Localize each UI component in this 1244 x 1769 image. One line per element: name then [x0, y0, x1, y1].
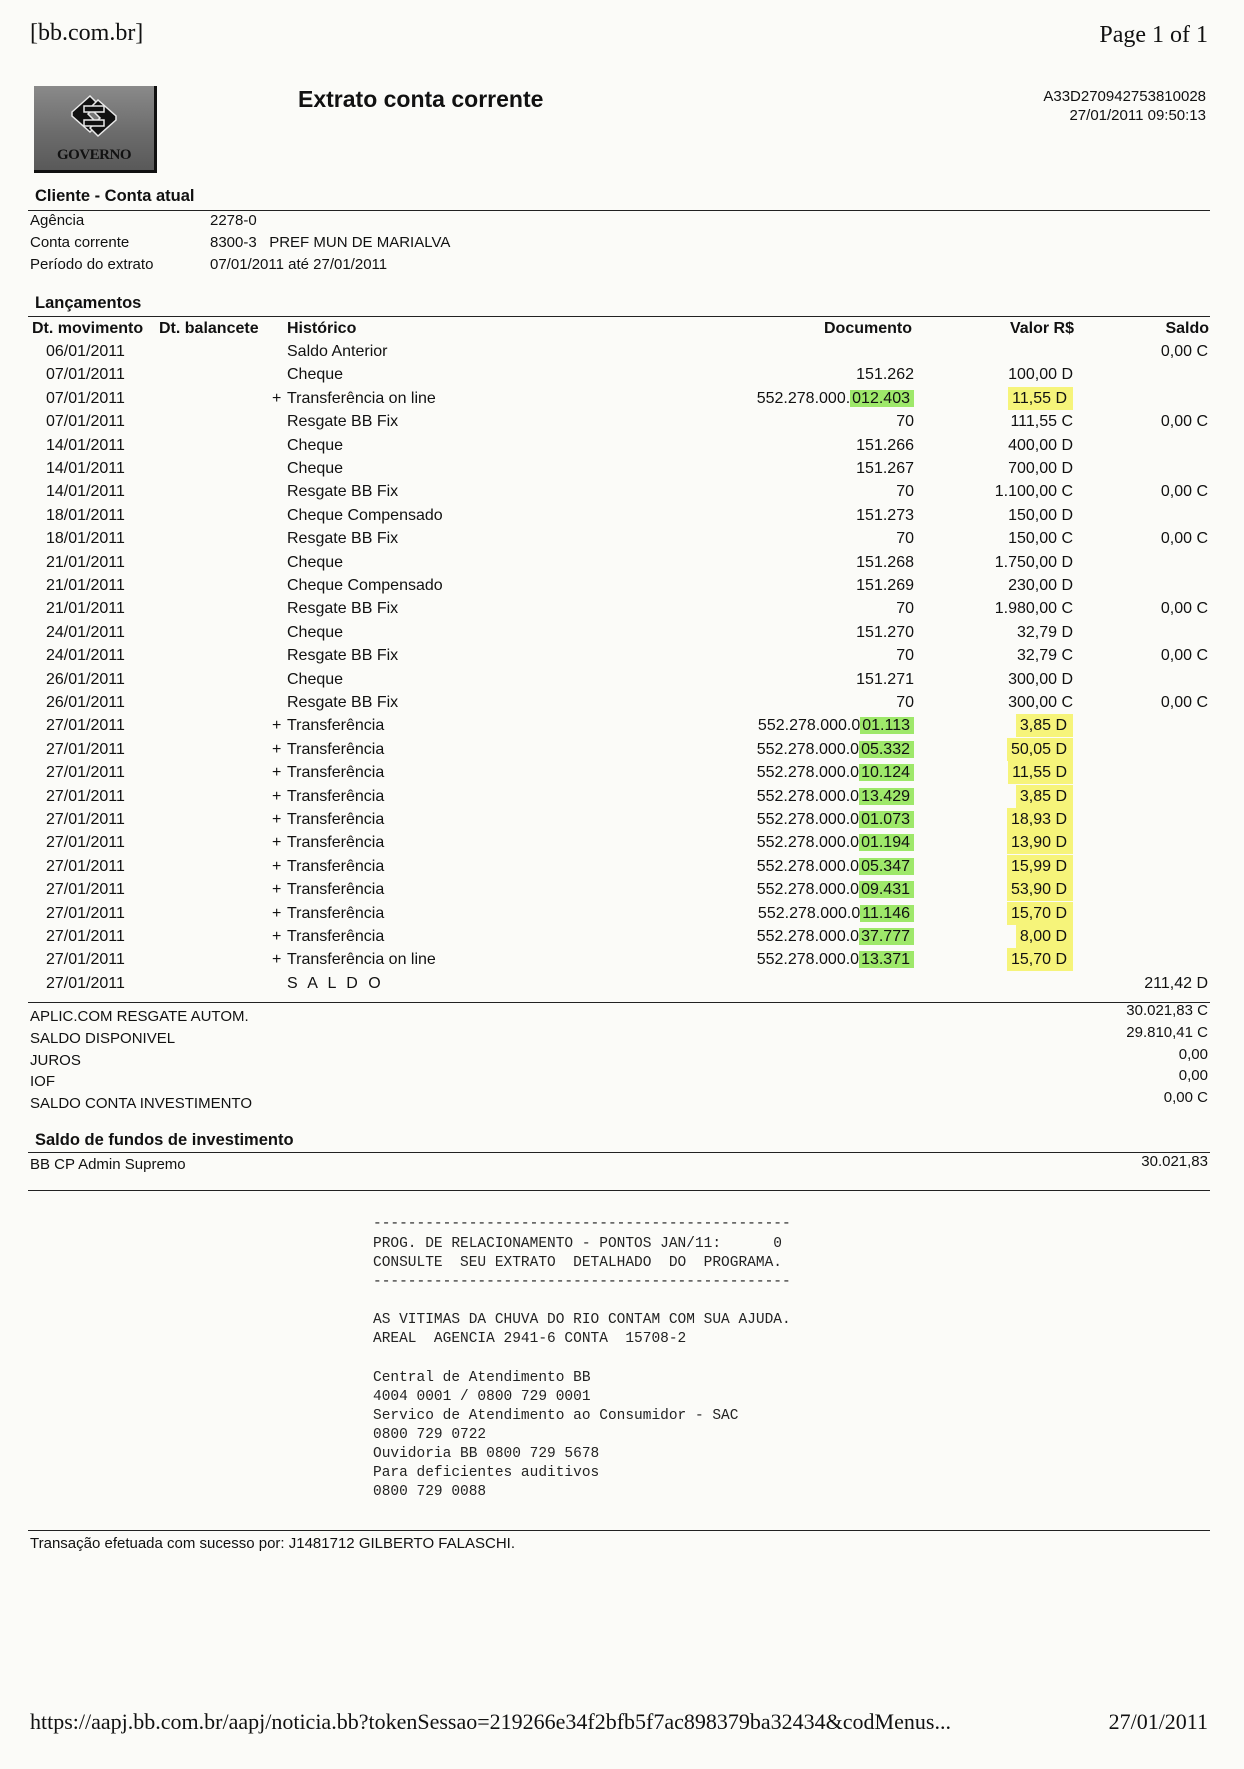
- row-documento-prefix: 70: [896, 694, 914, 711]
- row-date: 07/01/2011: [46, 413, 125, 431]
- row-sign: +: [272, 881, 282, 899]
- row-valor: 15,70 D: [1007, 902, 1073, 925]
- row-documento: [896, 527, 914, 550]
- row-documento-prefix: 151.270: [856, 623, 914, 641]
- row-documento: [758, 714, 914, 737]
- cliente-rule: [28, 210, 1210, 211]
- fundos-rule: [28, 1152, 1210, 1153]
- central-line: Para deficientes auditivos: [373, 1465, 600, 1481]
- fundo-name: BB CP Admin Supremo: [30, 1156, 186, 1173]
- row-date: 14/01/2011: [46, 460, 125, 477]
- periodo-label: Período do extrato: [30, 256, 154, 273]
- row-valor: 32,79 D: [1016, 623, 1073, 641]
- prog-line-1: PROG. DE RELACIONAMENTO - PONTOS JAN/11: 0: [373, 1236, 782, 1252]
- row-date: 07/01/2011: [46, 366, 125, 384]
- row-documento: [896, 410, 914, 433]
- notice-dash-bottom: ------------------------------------------------: [373, 1274, 791, 1290]
- row-date: 06/01/2011: [46, 343, 125, 360]
- row-valor: 100,00 D: [1008, 366, 1073, 384]
- row-documento: [757, 878, 914, 901]
- row-saldo: 0,00 C: [1160, 694, 1208, 711]
- row-historico: S A L D O: [287, 974, 384, 992]
- summary-label: IOF: [30, 1073, 55, 1091]
- conta-label: Conta corrente: [30, 234, 130, 251]
- row-documento-highlight: 01.113: [860, 717, 914, 734]
- row-date: 26/01/2011: [46, 670, 125, 688]
- row-historico: Cheque: [287, 670, 344, 688]
- row-valor: 1.750,00 D: [994, 553, 1073, 571]
- table-row: [0, 457, 1244, 480]
- row-date: 27/01/2011: [46, 974, 125, 992]
- col-dt-balancete: Dt. balancete: [159, 320, 259, 337]
- table-row: [0, 340, 1244, 363]
- row-valor: 53,90 D: [1007, 878, 1073, 901]
- table-row: [0, 480, 1244, 503]
- row-historico: Cheque: [287, 623, 344, 641]
- row-documento: [856, 621, 914, 644]
- summary-rule: [28, 1002, 1210, 1003]
- table-row: [0, 363, 1244, 386]
- col-saldo: Saldo: [1165, 320, 1209, 337]
- row-documento: [757, 808, 914, 831]
- row-valor: 150,00 C: [1008, 530, 1073, 548]
- row-historico: Cheque: [287, 553, 344, 571]
- summary-label: JUROS: [30, 1051, 81, 1069]
- summary-value: 0,00 C: [1163, 1089, 1208, 1107]
- row-date: 27/01/2011: [46, 717, 125, 735]
- fundos-section-title: Saldo de fundos de investimento: [35, 1131, 294, 1149]
- row-historico: Resgate BB Fix: [287, 647, 399, 665]
- table-header: [0, 317, 1244, 340]
- summary-value: 0,00: [1178, 1045, 1208, 1063]
- row-date: 21/01/2011: [46, 600, 125, 618]
- table-row: [0, 551, 1244, 574]
- table-row: [0, 504, 1244, 527]
- row-documento-prefix: 552.278.000.0: [756, 857, 860, 875]
- table-row: [0, 761, 1244, 784]
- row-historico: Resgate BB Fix: [287, 530, 399, 548]
- row-documento-prefix: 70: [896, 413, 914, 431]
- table-row: [0, 410, 1244, 433]
- table-row: [0, 387, 1244, 410]
- row-historico: Cheque: [287, 436, 344, 454]
- row-historico: Cheque: [287, 366, 344, 384]
- row-valor: 50,05 D: [1007, 738, 1073, 761]
- row-historico: Transferência: [287, 811, 385, 828]
- row-valor: 11,55 D: [1008, 387, 1073, 410]
- col-documento: Documento: [824, 320, 912, 337]
- chuva-line-2: AREAL AGENCIA 2941-6 CONTA 15708-2: [373, 1331, 687, 1347]
- row-valor: 3,85 D: [1016, 785, 1073, 808]
- table-row: [0, 527, 1244, 550]
- row-documento-highlight: 13.429: [859, 788, 914, 805]
- row-historico: Transferência: [287, 787, 385, 805]
- central-line: 0800 729 0088: [373, 1484, 487, 1500]
- row-historico: Cheque Compensado: [287, 506, 443, 524]
- row-documento-prefix: 151.267: [856, 460, 914, 477]
- row-sign: +: [272, 764, 282, 782]
- row-historico: Transferência on line: [287, 389, 436, 407]
- row-sign: +: [272, 787, 282, 805]
- row-saldo: 211,42 D: [1144, 974, 1208, 992]
- row-historico: Resgate BB Fix: [287, 694, 399, 711]
- row-saldo: 0,00 C: [1160, 600, 1208, 618]
- row-date: 27/01/2011: [46, 904, 125, 922]
- table-row: [0, 925, 1244, 948]
- row-historico: Resgate BB Fix: [287, 413, 399, 431]
- row-historico: Transferência on line: [287, 951, 436, 969]
- row-documento: [856, 504, 914, 527]
- notice-dash-top: ------------------------------------------------: [373, 1216, 791, 1232]
- central-line: Ouvidoria BB 0800 729 5678: [373, 1446, 600, 1462]
- row-date: 18/01/2011: [46, 530, 125, 548]
- row-sign: +: [272, 389, 282, 407]
- row-saldo: 0,00 C: [1160, 530, 1208, 548]
- document-timestamp: 27/01/2011 09:50:13: [1069, 107, 1206, 124]
- table-row: [0, 691, 1244, 714]
- table-row: [0, 948, 1244, 971]
- row-documento-highlight: 05.332: [859, 741, 914, 758]
- row-documento-highlight: 10.124: [859, 764, 914, 781]
- row-documento: [856, 574, 914, 597]
- row-valor: 13,90 D: [1007, 831, 1073, 854]
- document-id: A33D270942753810028: [1043, 88, 1206, 105]
- summary-label: APLIC.COM RESGATE AUTOM.: [30, 1008, 249, 1025]
- row-date: 24/01/2011: [46, 647, 125, 665]
- row-documento-prefix: 151.262: [856, 366, 914, 384]
- prog-line-2: CONSULTE SEU EXTRATO DETALHADO DO PROGRAMA.: [373, 1255, 782, 1271]
- row-date: 27/01/2011: [46, 787, 125, 805]
- row-date: 27/01/2011: [46, 811, 125, 828]
- row-historico: Transferência: [287, 904, 385, 922]
- row-documento-prefix: 70: [896, 530, 914, 548]
- table-row: [0, 785, 1244, 808]
- row-date: 07/01/2011: [46, 389, 125, 407]
- row-saldo: 0,00 C: [1160, 413, 1208, 431]
- row-historico: Resgate BB Fix: [287, 600, 399, 618]
- cliente-section-title: Cliente - Conta atual: [35, 187, 195, 205]
- row-documento-prefix: 552.278.000.0: [756, 881, 860, 899]
- row-documento-prefix: 552.278.000.0: [756, 951, 860, 969]
- table-row: [0, 972, 1244, 995]
- row-documento: [758, 902, 914, 925]
- row-date: 27/01/2011: [46, 928, 125, 945]
- table-row: [0, 738, 1244, 761]
- page-url: https://aapj.bb.com.br/aapj/noticia.bb?tokenSessao=219266e34f2bfb5f7ac898379ba32434&codMenus...: [30, 1709, 951, 1734]
- row-date: 21/01/2011: [46, 553, 125, 571]
- table-row: [0, 434, 1244, 457]
- row-documento-prefix: 151.266: [856, 436, 914, 454]
- fundo-value: 30.021,83: [1141, 1153, 1208, 1170]
- row-documento: [757, 831, 914, 854]
- row-documento: [896, 597, 914, 620]
- row-valor: 8,00 D: [1016, 925, 1073, 948]
- central-line: Central de Atendimento BB: [373, 1370, 591, 1386]
- row-historico: Transferência: [287, 834, 385, 852]
- row-documento-prefix: 151.273: [856, 506, 914, 524]
- row-documento-prefix: 552.278.000.: [756, 389, 851, 407]
- row-historico: Cheque Compensado: [287, 577, 443, 594]
- row-historico: Cheque: [287, 460, 344, 477]
- row-saldo: 0,00 C: [1160, 647, 1208, 665]
- row-documento: [856, 434, 914, 457]
- row-date: 14/01/2011: [46, 436, 125, 454]
- row-documento-prefix: 552.278.000.0: [756, 740, 860, 758]
- row-documento-prefix: 552.278.000.0: [756, 811, 860, 828]
- table-row: [0, 621, 1244, 644]
- row-date: 27/01/2011: [46, 764, 125, 782]
- logo-text: GOVERNO: [56, 147, 131, 163]
- row-valor: 3,85 D: [1016, 714, 1073, 737]
- table-row: [0, 831, 1244, 854]
- row-sign: +: [272, 857, 282, 875]
- transaction-text: Transação efetuada com sucesso por: J1481712 GILBERTO FALASCHI.: [30, 1535, 515, 1552]
- row-documento-highlight: 01.073: [859, 811, 914, 828]
- row-sign: +: [272, 834, 282, 852]
- row-historico: Transferência: [287, 740, 385, 758]
- row-documento: [896, 644, 914, 667]
- row-sign: +: [272, 928, 282, 945]
- row-documento-prefix: 151.268: [856, 553, 914, 571]
- row-documento: [856, 457, 914, 480]
- page-indicator: Page 1 of 1: [1099, 22, 1208, 48]
- table-row: [0, 855, 1244, 878]
- row-date: 18/01/2011: [46, 506, 125, 524]
- table-row: [0, 574, 1244, 597]
- row-sign: +: [272, 811, 282, 828]
- row-documento-highlight: 012.403: [850, 390, 914, 407]
- row-documento-prefix: 151.269: [856, 577, 914, 594]
- row-documento: [757, 925, 914, 948]
- row-saldo: 0,00 C: [1160, 343, 1208, 360]
- row-documento-prefix: 552.278.000.0: [757, 717, 861, 735]
- summary-value: 30.021,83 C: [1126, 1002, 1208, 1019]
- site-label: [bb.com.br]: [30, 20, 144, 46]
- row-documento-prefix: 552.278.000.0: [756, 787, 860, 805]
- row-documento: [896, 480, 914, 503]
- central-line: Servico de Atendimento ao Consumidor - SAC: [373, 1408, 739, 1424]
- row-historico: Transferência: [287, 857, 385, 875]
- row-documento-highlight: 01.194: [859, 834, 914, 851]
- row-documento-prefix: 70: [896, 647, 914, 665]
- agencia-value: 2278-0: [210, 212, 257, 229]
- lancamentos-section-title: Lançamentos: [35, 294, 142, 312]
- row-documento-prefix: 552.278.000.0: [756, 764, 860, 782]
- row-documento-prefix: 151.271: [856, 670, 914, 688]
- row-documento-prefix: 552.278.000.0: [756, 928, 860, 945]
- row-documento-highlight: 09.431: [859, 881, 914, 898]
- row-historico: Saldo Anterior: [287, 343, 388, 360]
- row-sign: +: [272, 740, 282, 758]
- agencia-label: Agência: [30, 212, 85, 229]
- row-documento: [856, 668, 914, 691]
- row-date: 26/01/2011: [46, 694, 125, 711]
- row-historico: Transferência: [287, 928, 385, 945]
- row-documento-prefix: 552.278.000.0: [756, 834, 860, 852]
- chuva-line-1: AS VITIMAS DA CHUVA DO RIO CONTAM COM SUA AJUDA.: [373, 1312, 791, 1328]
- fundos-bottom-rule: [28, 1190, 1210, 1191]
- row-date: 24/01/2011: [46, 623, 125, 641]
- table-row: [0, 668, 1244, 691]
- row-documento: [757, 785, 914, 808]
- row-date: 27/01/2011: [46, 951, 125, 969]
- table-row: [0, 597, 1244, 620]
- table-row: [0, 902, 1244, 925]
- row-documento-prefix: 70: [896, 483, 914, 501]
- row-documento: [757, 387, 914, 410]
- row-date: 27/01/2011: [46, 881, 125, 899]
- row-saldo: 0,00 C: [1160, 483, 1208, 501]
- row-valor: 700,00 D: [1008, 460, 1073, 477]
- summary-label: SALDO DISPONIVEL: [30, 1029, 176, 1047]
- row-documento: [757, 855, 914, 878]
- row-valor: 1.100,00 C: [994, 483, 1073, 501]
- conta-value: 8300-3 PREF MUN DE MARIALVA: [210, 234, 451, 251]
- row-documento-highlight: 11.146: [860, 905, 914, 922]
- table-row: [0, 714, 1244, 737]
- print-date: 27/01/2011: [1108, 1709, 1208, 1734]
- row-documento: [896, 691, 914, 714]
- summary-value: 0,00: [1178, 1067, 1208, 1085]
- row-documento: [757, 948, 914, 971]
- footer-rule: [28, 1530, 1210, 1531]
- central-line: 0800 729 0722: [373, 1427, 487, 1443]
- row-valor: 230,00 D: [1008, 577, 1073, 594]
- summary-value: 29.810,41 C: [1126, 1023, 1208, 1041]
- periodo-value: 07/01/2011 até 27/01/2011: [210, 256, 388, 273]
- row-sign: +: [272, 951, 282, 969]
- row-valor: 300,00 C: [1008, 694, 1073, 711]
- row-valor: 300,00 D: [1008, 670, 1073, 688]
- row-documento-prefix: 552.278.000.0: [757, 904, 861, 922]
- central-line: 4004 0001 / 0800 729 0001: [373, 1389, 591, 1405]
- row-documento-highlight: 13.371: [859, 951, 914, 968]
- row-valor: 15,99 D: [1007, 855, 1073, 878]
- row-date: 27/01/2011: [46, 834, 125, 852]
- table-row: [0, 644, 1244, 667]
- row-historico: Resgate BB Fix: [287, 483, 399, 501]
- row-valor: 32,79 C: [1016, 647, 1073, 665]
- row-documento-highlight: 37.777: [859, 928, 914, 945]
- summary-label: SALDO CONTA INVESTIMENTO: [30, 1095, 252, 1113]
- row-valor: 150,00 D: [1008, 506, 1073, 524]
- row-date: 14/01/2011: [46, 483, 125, 501]
- row-date: 27/01/2011: [46, 857, 125, 875]
- row-valor: 1.980,00 C: [994, 600, 1073, 618]
- bb-logo: [34, 86, 157, 173]
- page-title: Extrato conta corrente: [298, 86, 544, 112]
- table-row: [0, 808, 1244, 831]
- row-documento: [757, 738, 914, 761]
- row-historico: Transferência: [287, 717, 385, 735]
- row-documento: [856, 551, 914, 574]
- row-historico: Transferência: [287, 881, 385, 899]
- row-sign: +: [272, 717, 282, 735]
- row-documento-prefix: 70: [896, 600, 914, 618]
- row-documento: [856, 363, 914, 386]
- row-historico: Transferência: [287, 764, 385, 782]
- row-documento: [757, 761, 914, 784]
- row-valor: 111,55 C: [1010, 413, 1073, 431]
- row-sign: +: [272, 904, 282, 922]
- row-valor: 18,93 D: [1007, 808, 1073, 831]
- col-valor: Valor R$: [1009, 320, 1074, 337]
- row-documento-highlight: 05.347: [859, 858, 914, 875]
- row-valor: 400,00 D: [1008, 436, 1073, 454]
- col-dt-movimento: Dt. movimento: [32, 320, 144, 337]
- row-valor: 15,70 D: [1007, 948, 1073, 971]
- table-row: [0, 878, 1244, 901]
- row-date: 27/01/2011: [46, 740, 125, 758]
- row-valor: 11,55 D: [1008, 761, 1073, 784]
- col-historico: Histórico: [287, 320, 357, 337]
- row-date: 21/01/2011: [46, 577, 125, 594]
